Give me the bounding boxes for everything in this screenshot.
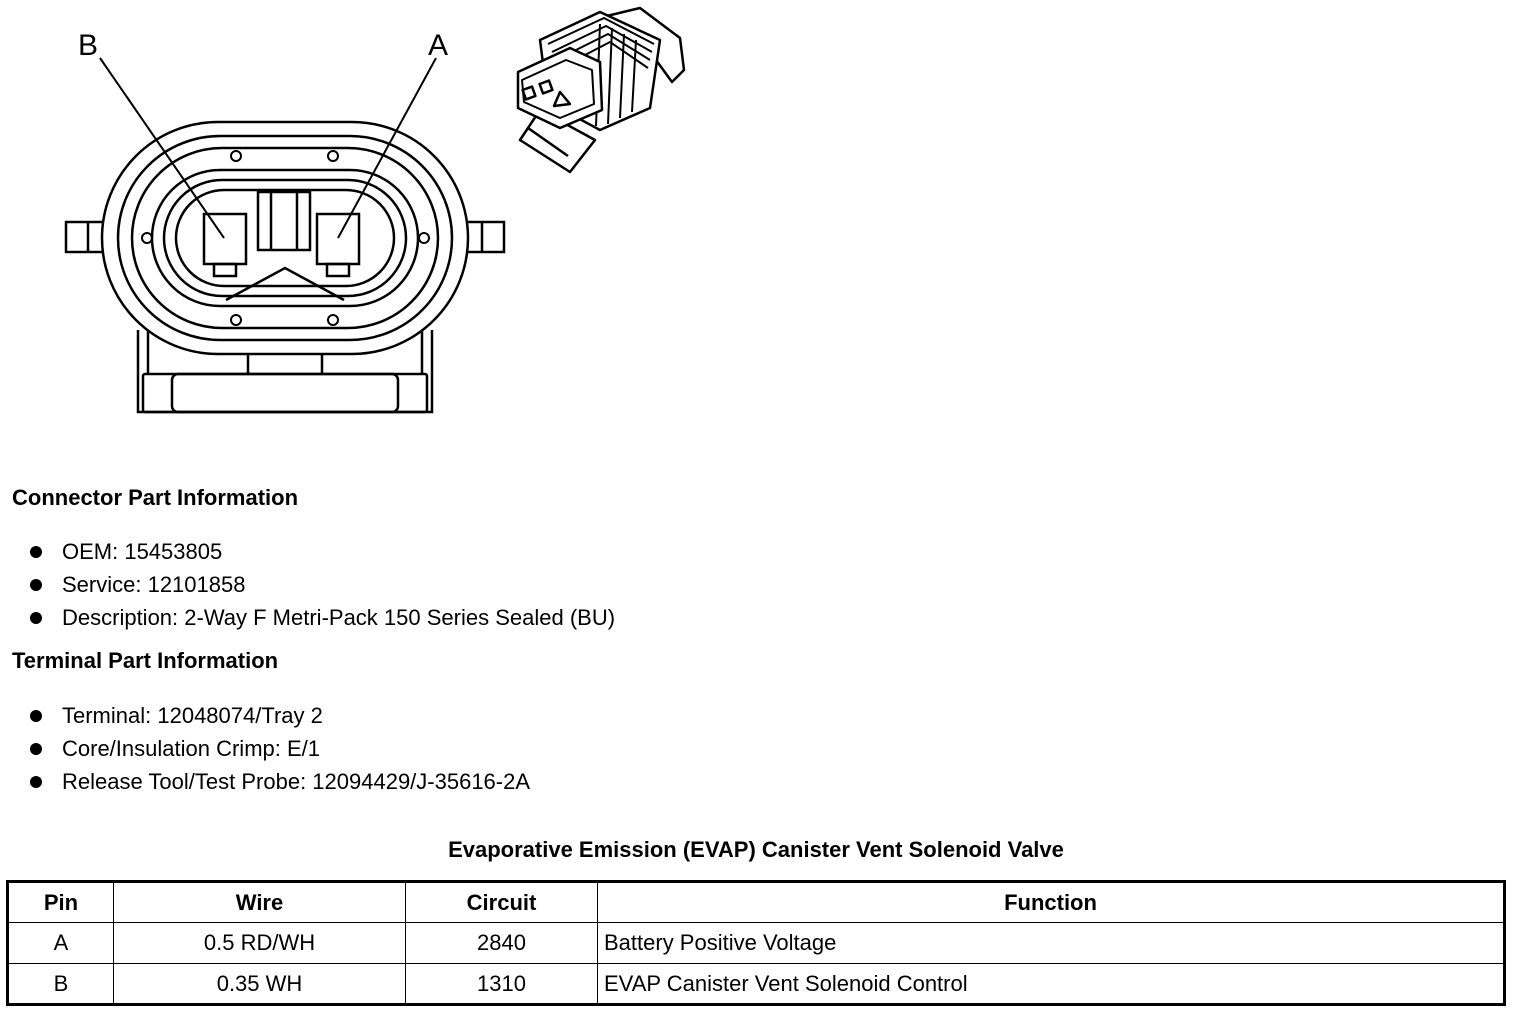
bullet-icon — [30, 776, 42, 788]
connector-isometric-view — [518, 8, 684, 172]
list-item: Terminal: 12048074/Tray 2 — [28, 702, 530, 735]
connector-diagram — [0, 0, 700, 430]
table-row — [8, 923, 1505, 964]
bullet-icon — [30, 579, 42, 591]
connector-part-info-heading: Connector Part Information — [12, 485, 299, 510]
cell-circuit: 1310 — [406, 964, 598, 1005]
terminal-part-info-heading: Terminal Part Information — [12, 648, 279, 673]
cell-circuit: 2840 — [406, 923, 598, 964]
list-item: Release Tool/Test Probe: 12094429/J-35616-2A — [28, 768, 530, 801]
connector-face-view — [66, 58, 504, 412]
table-caption: Evaporative Emission (EVAP) Canister Vent Solenoid Valve — [448, 837, 1064, 862]
cell-pin: B — [8, 964, 114, 1005]
column-header-function: Function — [598, 882, 1505, 923]
pinout-table — [6, 880, 1506, 1006]
bullet-icon — [30, 546, 42, 558]
cell-function: EVAP Canister Vent Solenoid Control — [598, 964, 1505, 1005]
cavity-label-a: A — [427, 29, 449, 62]
cell-wire: 0.35 WH — [114, 964, 406, 1005]
bullet-icon — [30, 743, 42, 755]
cell-function: Battery Positive Voltage — [598, 923, 1505, 964]
list-item: OEM: 15453805 — [28, 538, 615, 571]
cell-pin: A — [8, 923, 114, 964]
bullet-icon — [30, 710, 42, 722]
terminal-part-info-list — [28, 702, 530, 801]
bullet-icon — [30, 612, 42, 624]
column-header-wire: Wire — [114, 882, 406, 923]
connector-part-info-list — [28, 538, 615, 637]
list-item: Description: 2-Way F Metri-Pack 150 Series Sealed (BU) — [28, 604, 615, 637]
column-header-pin: Pin — [8, 882, 114, 923]
list-item: Service: 12101858 — [28, 571, 615, 604]
cavity-label-b: B — [77, 29, 99, 62]
list-item: Core/Insulation Crimp: E/1 — [28, 735, 530, 768]
table-header-row — [8, 882, 1505, 923]
table-row — [8, 964, 1505, 1005]
column-header-circuit: Circuit — [406, 882, 598, 923]
cell-wire: 0.5 RD/WH — [114, 923, 406, 964]
